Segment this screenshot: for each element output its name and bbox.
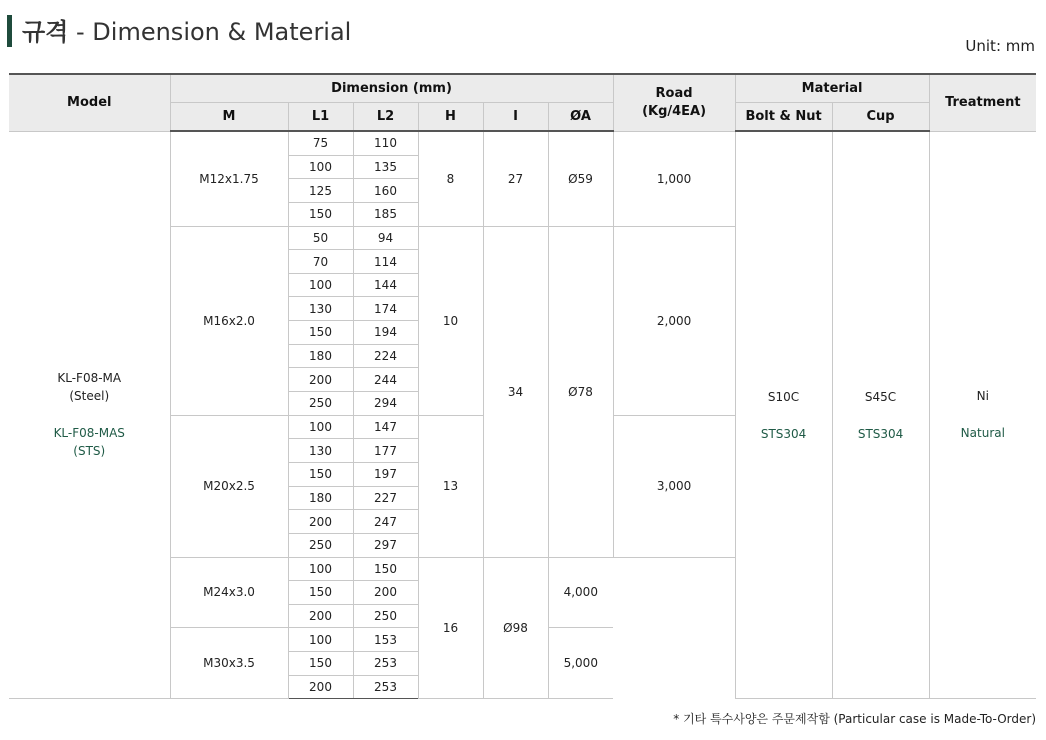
header-dimension: Dimension (mm) (170, 74, 613, 103)
l2-cell: 247 (353, 510, 418, 534)
road-cell: 4,000 (548, 557, 613, 628)
road-cell: 1,000 (613, 131, 735, 226)
l2-cell: 135 (353, 155, 418, 179)
road-cell: 3,000 (613, 415, 735, 557)
header-l1: L1 (288, 103, 353, 132)
bolt-nut-sts: STS304 (760, 426, 807, 441)
l2-cell: 174 (353, 297, 418, 321)
l1-cell: 250 (288, 392, 353, 416)
cup-steel: S45C (864, 389, 897, 404)
i-cell: 34 (483, 226, 548, 557)
l1-cell: 180 (288, 486, 353, 510)
l2-cell: 250 (353, 604, 418, 628)
l1-cell: 70 (288, 250, 353, 274)
treatment-steel: Ni (976, 389, 989, 404)
i-cell: 27 (483, 131, 548, 226)
l2-cell: 294 (353, 392, 418, 416)
l1-cell: 200 (288, 368, 353, 392)
l1-cell: 130 (288, 439, 353, 463)
header-i: I (483, 103, 548, 132)
header-cup: Cup (832, 103, 929, 132)
title-accent-bar (7, 15, 12, 47)
m-cell: M30x3.5 (170, 628, 288, 699)
h-cell: 8 (418, 131, 483, 226)
l1-cell: 100 (288, 628, 353, 652)
header-treatment: Treatment (929, 74, 1036, 131)
l2-cell: 177 (353, 439, 418, 463)
l2-cell: 153 (353, 628, 418, 652)
l1-cell: 100 (288, 557, 353, 581)
m-cell: M12x1.75 (170, 131, 288, 226)
l1-cell: 200 (288, 510, 353, 534)
l1-cell: 150 (288, 652, 353, 676)
l2-cell: 114 (353, 250, 418, 274)
l2-cell: 150 (353, 557, 418, 581)
header-oa: ØA (548, 103, 613, 132)
l2-cell: 244 (353, 368, 418, 392)
model-cell (9, 131, 170, 699)
l2-cell: 297 (353, 533, 418, 557)
oa-cell: Ø59 (548, 131, 613, 226)
l1-cell: 150 (288, 581, 353, 605)
l2-cell: 224 (353, 344, 418, 368)
treatment-cell (929, 131, 1036, 699)
l2-cell: 185 (353, 202, 418, 226)
l1-cell: 180 (288, 344, 353, 368)
model-name-sts: KL-F08-MAS (53, 426, 125, 441)
header-road (613, 74, 735, 131)
h-cell: 13 (418, 415, 483, 557)
l1-cell: 150 (288, 462, 353, 486)
l1-cell: 150 (288, 202, 353, 226)
l2-cell: 110 (353, 131, 418, 155)
header-bolt-nut: Bolt & Nut (735, 103, 832, 132)
l2-cell: 144 (353, 273, 418, 297)
h-cell: 10 (418, 226, 483, 415)
cup-cell (832, 131, 929, 699)
title-english: - Dimension & Material (76, 18, 352, 46)
l1-cell: 125 (288, 179, 353, 203)
page-title (22, 12, 351, 47)
h-cell: 16 (418, 557, 483, 699)
l2-cell: 147 (353, 415, 418, 439)
footnote: * 기타 특수사양은 주문제작함 (Particular case is Made-To-Order) (673, 712, 1036, 726)
header-road-line1: Road (655, 85, 693, 101)
title-korean: 규격 (22, 18, 69, 46)
unit-label: Unit: mm (965, 37, 1035, 55)
l1-cell: 50 (288, 226, 353, 250)
header-road-line2: (Kg/4EA) (642, 103, 707, 119)
l2-cell: 253 (353, 652, 418, 676)
bolt-nut-cell (735, 131, 832, 699)
model-sub-sts: (STS) (73, 444, 106, 459)
m-cell: M16x2.0 (170, 226, 288, 415)
bolt-nut-steel: S10C (767, 389, 800, 404)
header-material: Material (735, 74, 929, 103)
l2-cell: 253 (353, 675, 418, 699)
header-model: Model (9, 74, 170, 131)
road-cell: 5,000 (548, 628, 613, 699)
model-sub-steel: (Steel) (69, 389, 110, 404)
l1-cell: 200 (288, 675, 353, 699)
l2-cell: 227 (353, 486, 418, 510)
model-name-steel: KL-F08-MA (57, 371, 122, 386)
table-row (9, 131, 1036, 155)
road-cell: 2,000 (613, 226, 735, 415)
l1-cell: 100 (288, 155, 353, 179)
header-m: M (170, 103, 288, 132)
l2-cell: 94 (353, 226, 418, 250)
m-cell: M20x2.5 (170, 415, 288, 557)
l1-cell: 250 (288, 533, 353, 557)
l1-cell: 100 (288, 415, 353, 439)
oa-cell: Ø78 (548, 226, 613, 557)
l1-cell: 150 (288, 321, 353, 345)
header-l2: L2 (353, 103, 418, 132)
l2-cell: 160 (353, 179, 418, 203)
header-h: H (418, 103, 483, 132)
treatment-sts: Natural (960, 426, 1005, 441)
oa-cell: Ø98 (483, 557, 548, 699)
m-cell: M24x3.0 (170, 557, 288, 628)
spec-table (9, 73, 1036, 699)
l1-cell: 75 (288, 131, 353, 155)
cup-sts: STS304 (857, 426, 904, 441)
l1-cell: 130 (288, 297, 353, 321)
l1-cell: 100 (288, 273, 353, 297)
l2-cell: 200 (353, 581, 418, 605)
l2-cell: 194 (353, 321, 418, 345)
l2-cell: 197 (353, 462, 418, 486)
l1-cell: 200 (288, 604, 353, 628)
